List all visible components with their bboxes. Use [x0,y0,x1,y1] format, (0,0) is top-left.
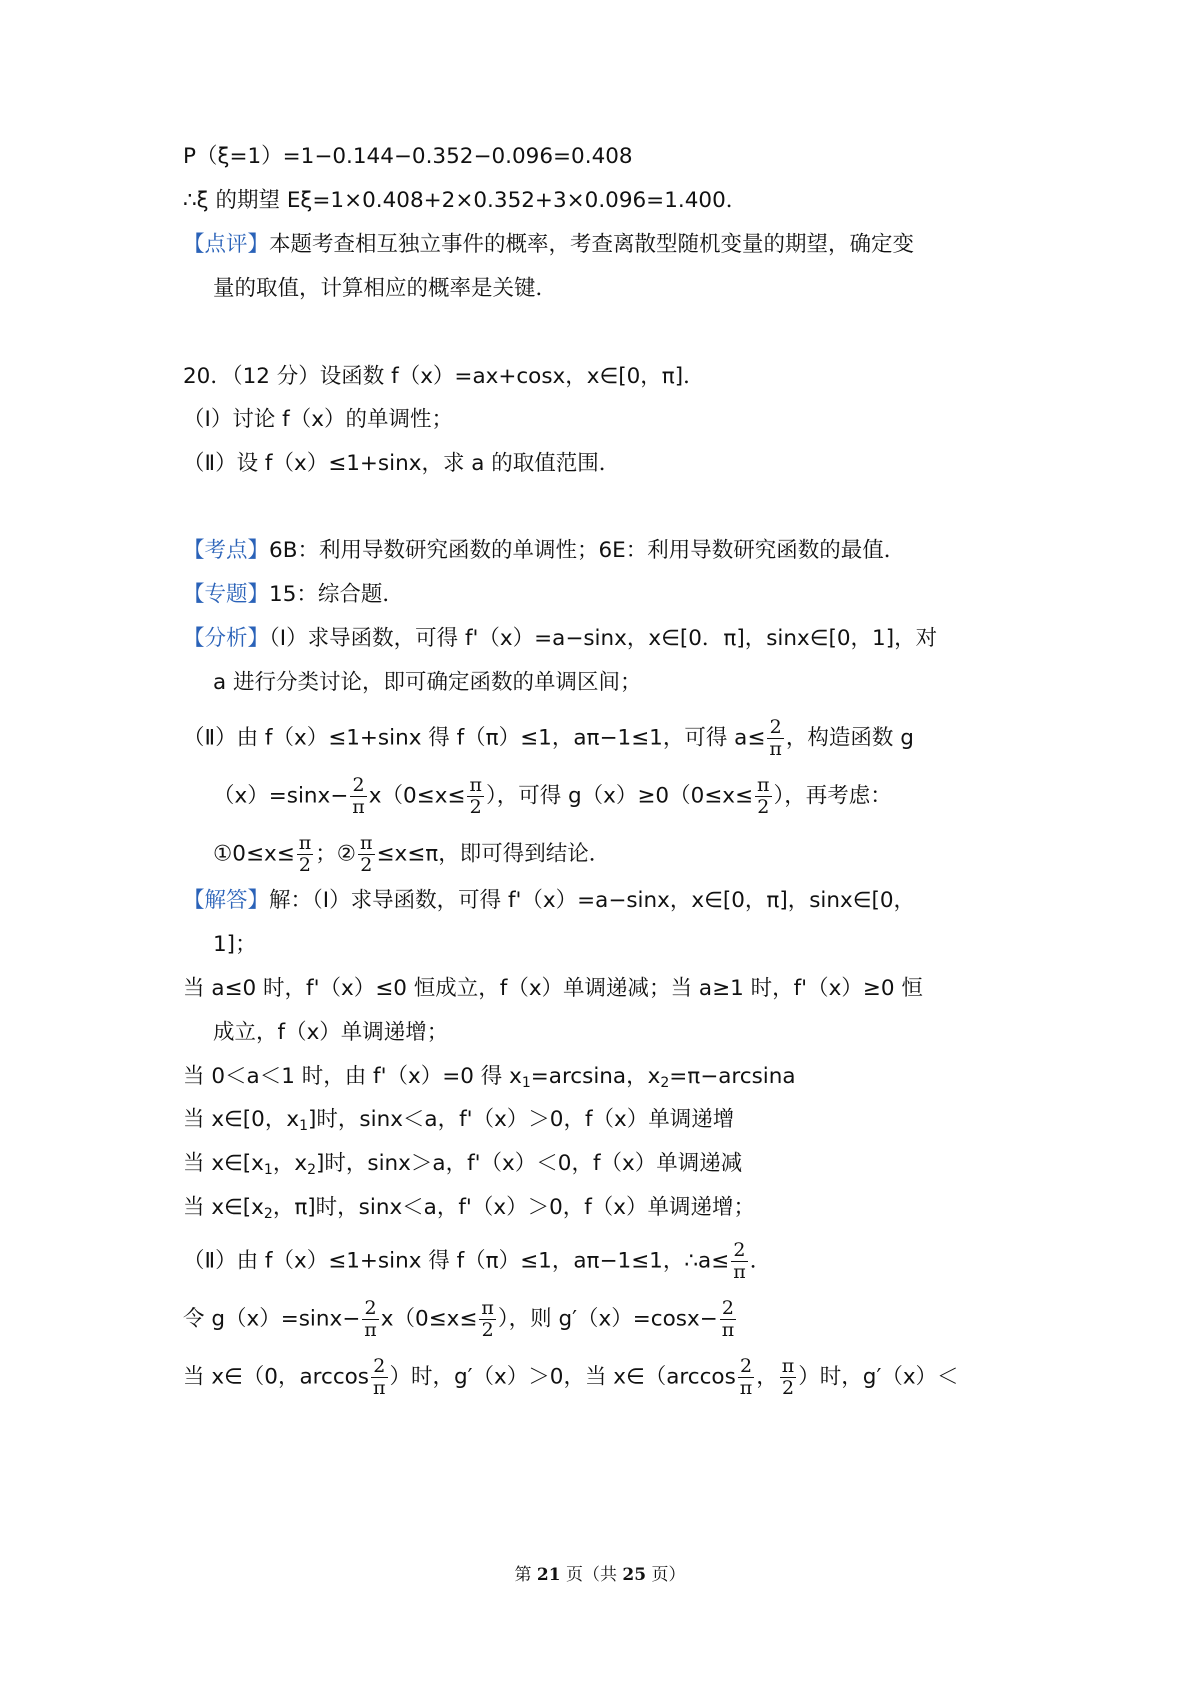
question-part-1: （Ⅰ）讨论 f（x）的单调性； [183,407,453,432]
question-part-2: （Ⅱ）设 f（x）≤1+sinx，求 a 的取值范围． [183,451,621,476]
math-line: 当 x∈（0，arccos $\frac{2}{\pi}$ ）时，g′（x）＞0，当 x∈（arccos $\frac{2}{\pi}$ ， $\frac{\pi}{2}$ ）时，g′（x）＜ [183,1355,959,1399]
math-line: （x）=sinx− $\frac{2}{\pi}$ x（0≤x≤ $\frac{\pi}{2}$ ），可得 g（x）≥0（0≤x≤ $\frac{\pi}{2}$ ），再考虑： [213,774,892,818]
fraction-pi-over-2: $\frac{\pi}{2}$ [757,774,770,818]
text-line: 1]； [213,932,257,957]
zhuanti-line: 【专题】15：综合题． [183,582,404,607]
fraction-pi-over-2: $\frac{\pi}{2}$ [469,774,482,818]
text-line: P（ξ=1）=1−0.144−0.352−0.096=0.408 [183,144,633,169]
fraction-2-over-pi: $\frac{2}{\pi}$ [739,1355,753,1399]
fraction-2-over-pi: $\frac{2}{\pi}$ [373,1355,386,1399]
fraction-2-over-pi: $\frac{2}{\pi}$ [364,1297,377,1341]
fenxi-line: 【分析】（Ⅰ）求导函数，可得 f'（x）=a−sinx，x∈[0．π]，sinx∈[0，1]，对 [183,626,938,651]
page-number: 21 [536,1565,561,1585]
page-footer: 第 21 页（共 25 页） [514,1565,686,1585]
fraction-pi-over-2: $\frac{\pi}{2}$ [360,832,373,876]
jieda-tag: 【解答】 [183,888,270,913]
review-line: 【点评】本题考查相互独立事件的概率，考查离散型随机变量的期望，确定变 [183,232,915,257]
math-line: ①0≤x≤ $\frac{\pi}{2}$ ；② $\frac{\pi}{2}$ ≤x≤π，即可得到结论． [213,832,611,876]
text-line: ∴ξ 的期望 Eξ=1×0.408+2×0.352+3×0.096=1.400． [183,188,748,213]
text-line: 当 x∈[0，$x_1$]时，sinx＜a，f'（x）＞0，f（x）单调递增 [183,1107,735,1134]
fraction-pi-over-2: $\frac{\pi}{2}$ [298,832,312,876]
zhuanti-tag: 【专题】 [183,582,270,607]
text-line: 当 $x\in[x_1$，$x_2$]时，sinx＞a，f'（x）＜0，f（x）单调递减 [183,1151,743,1178]
text-line: a 进行分类讨论，即可确定函数的单调区间； [213,670,642,695]
kaodian-tag: 【考点】 [183,538,270,563]
math-line: （Ⅱ）由 f（x）≤1+sinx 得 f（π）≤1，aπ−1≤1，∴a≤ $\frac{2}{\pi}$ ． [183,1239,772,1283]
page-total: 25 [622,1565,647,1585]
math-line: 令 g（x）=sinx− $\frac{2}{\pi}$ x（0≤x≤ $\frac{\pi}{2}$ ），则 g′（x）=cosx− $\frac{2}{\pi}$ [183,1297,735,1341]
text-line: 量的取值，计算相应的概率是关键． [213,276,558,301]
fraction-pi-over-2: $\frac{\pi}{2}$ [781,1355,795,1399]
text-line: 当 a≤0 时，f'（x）≤0 恒成立，f（x）单调递减；当 a≥1 时，f'（x）≥0 恒 [183,976,923,1001]
fraction-2-over-pi: $\frac{2}{\pi}$ [769,716,782,760]
review-tag: 【点评】 [183,232,270,257]
jieda-line: 【解答】解：（Ⅰ）求导函数，可得 f'（x）=a−sinx，x∈[0，π]，sinx∈[0， [183,888,916,913]
math-line: （Ⅱ）由 f（x）≤1+sinx 得 f（π）≤1，aπ−1≤1，可得 a≤ $\frac{2}{\pi}$ ，构造函数 g [183,716,914,760]
fraction-2-over-pi: $\frac{2}{\pi}$ [721,1297,735,1341]
kaodian-line: 【考点】6B：利用导数研究函数的单调性；6E：利用导数研究函数的最值． [183,538,906,563]
text-line: 当 0＜a＜1 时，由 f'（x）=0 得 $x_1=\arcsin a$，$x_2=\pi-\arcsin a$ [183,1064,796,1091]
text-line: 成立，f（x）单调递增； [213,1020,449,1045]
fraction-2-over-pi: $\frac{2}{\pi}$ [352,774,365,818]
fenxi-tag: 【分析】 [183,626,270,651]
fraction-2-over-pi: $\frac{2}{\pi}$ [733,1239,746,1283]
text-line: 当 $x\in[x_2$，π]时，sinx＜a，f'（x）＞0，f（x）单调递增； [183,1195,756,1222]
question-stem: 20．（12 分）设函数 f（x）=ax+cosx，x∈[0，π]． [183,364,705,389]
fraction-pi-over-2: $\frac{\pi}{2}$ [481,1297,494,1341]
